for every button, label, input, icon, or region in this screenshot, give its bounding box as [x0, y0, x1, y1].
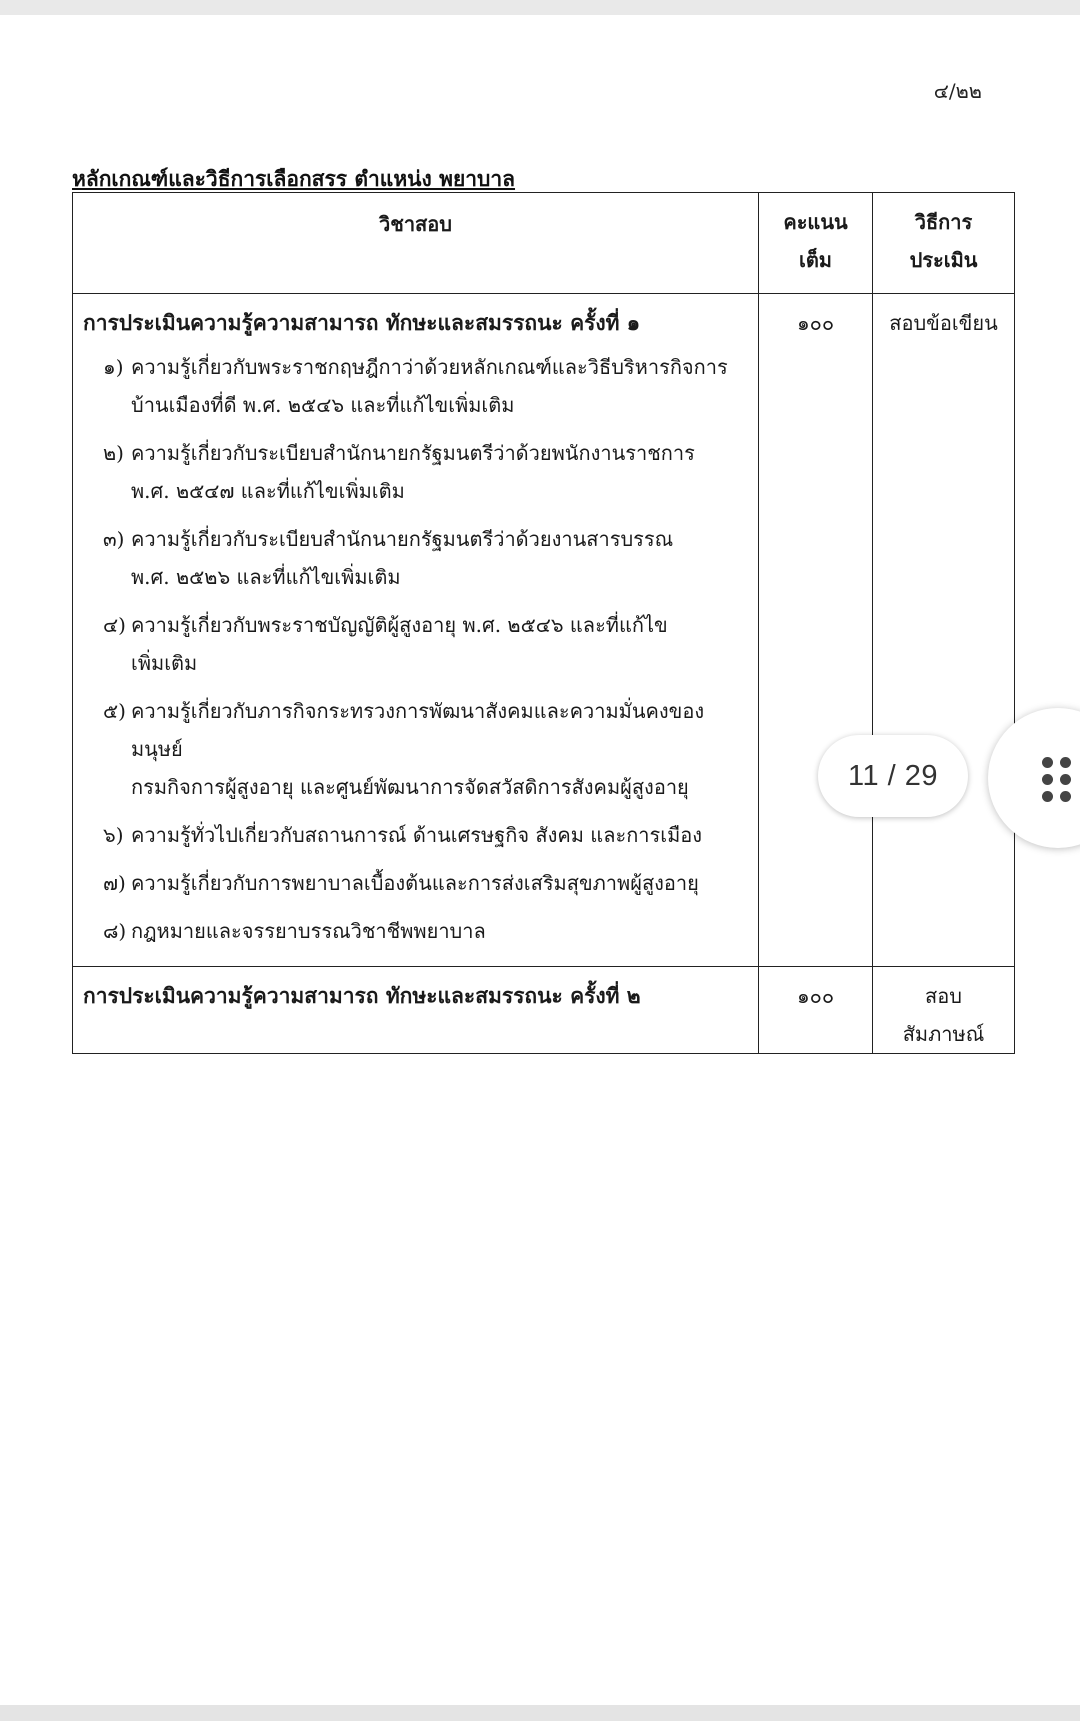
document-title: หลักเกณฑ์และวิธีการเลือกสรร ตำแหน่ง พยาบาล: [72, 166, 516, 191]
exam-criteria-table: [72, 192, 1015, 1054]
item-number: ๕): [103, 699, 126, 723]
item-text-line: บ้านเมืองที่ดี พ.ศ. ๒๕๔๖ และที่แก้ไขเพิ่มเติม: [131, 393, 515, 417]
section1-method: สอบข้อเขียน: [873, 294, 1015, 967]
table-header-row: [73, 193, 1015, 294]
section1-score: ๑๐๐: [759, 294, 873, 967]
item-text-line: ความรู้เกี่ยวกับการพยาบาลเบื้องต้นและการส่งเสริมสุขภาพผู้สูงอายุ: [131, 871, 699, 895]
page-number-label: ๔/๒๒: [933, 79, 982, 103]
header-subject: วิชาสอบ: [73, 193, 759, 294]
page-indicator: 11 / 29: [818, 735, 968, 817]
list-item: [103, 692, 746, 806]
item-number: ๒): [103, 441, 124, 465]
item-text: [131, 348, 746, 424]
header-full-score: [759, 193, 873, 294]
section1-heading: การประเมินความรู้ความสามารถ ทักษะและสมรรถนะ ครั้งที่ ๑: [83, 310, 641, 335]
list-item: [103, 816, 746, 854]
header-method-line1: วิธีการ: [914, 210, 973, 234]
list-item: [103, 864, 746, 902]
item-text: [131, 434, 746, 510]
item-number: ๓): [103, 527, 125, 551]
viewer-bottom-edge: [0, 1705, 1080, 1721]
item-text-line: พ.ศ. ๒๕๔๗ และที่แก้ไขเพิ่มเติม: [131, 479, 405, 503]
item-text: [131, 912, 746, 950]
section2-method-line1: สอบ: [925, 984, 962, 1008]
list-item: [103, 434, 746, 510]
item-text: [131, 864, 746, 902]
item-text: [131, 816, 746, 854]
item-number: ๖): [103, 823, 124, 847]
section2-score: ๑๐๐: [759, 967, 873, 1054]
section2-method: [873, 967, 1015, 1054]
item-text-line: ความรู้เกี่ยวกับพระราชกฤษฎีกาว่าด้วยหลักเกณฑ์และวิธีบริหารกิจการ: [131, 355, 728, 379]
section1-subject-cell: [73, 294, 759, 967]
header-score-line1: คะแนน: [783, 210, 848, 234]
item-text-line: กฎหมายและจรรยาบรรณวิชาชีพพยาบาล: [131, 919, 486, 943]
list-item: [103, 348, 746, 424]
item-number: ๘): [103, 919, 127, 943]
item-text: [131, 520, 746, 596]
list-item: [103, 912, 746, 950]
section1-item-list: [83, 348, 746, 950]
item-text-line: กรมกิจการผู้สูงอายุ และศูนย์พัฒนาการจัดสวัสดิการสังคมผู้สูงอายุ: [131, 775, 689, 799]
grid-dots-icon: [1042, 757, 1080, 803]
item-number: ๑): [103, 355, 124, 379]
section2-heading: การประเมินความรู้ความสามารถ ทักษะและสมรรถนะ ครั้งที่ ๒: [83, 983, 641, 1008]
list-item: [103, 520, 746, 596]
item-text-line: ความรู้เกี่ยวกับภารกิจกระทรวงการพัฒนาสังคมและความมั่นคงของ: [131, 699, 705, 723]
item-text-line: ความรู้เกี่ยวกับพระราชบัญญัติผู้สูงอายุ พ.ศ. ๒๕๔๖ และที่แก้ไข: [131, 613, 668, 637]
header-score-line2: เต็ม: [798, 248, 832, 272]
item-number: ๔): [103, 613, 126, 637]
item-text: [131, 606, 746, 682]
table-row: [73, 967, 1015, 1054]
item-text-line: พ.ศ. ๒๕๒๖ และที่แก้ไขเพิ่มเติม: [131, 565, 401, 589]
item-number: ๗): [103, 871, 126, 895]
section2-subject-cell: [73, 967, 759, 1054]
section2-method-line2: สัมภาษณ์: [902, 1022, 985, 1046]
item-text-line: ความรู้ทั่วไปเกี่ยวกับสถานการณ์ ด้านเศรษฐกิจ สังคม และการเมือง: [131, 823, 703, 847]
item-text-line: ความรู้เกี่ยวกับระเบียบสำนักนายกรัฐมนตรีว่าด้วยพนักงานราชการ: [131, 441, 695, 465]
list-item: [103, 606, 746, 682]
item-text: [131, 692, 746, 806]
item-text-line: เพิ่มเติม: [131, 651, 198, 675]
header-method: [873, 193, 1015, 294]
table-row: [73, 294, 1015, 967]
item-text-line: มนุษย์: [131, 737, 183, 761]
item-text-line: ความรู้เกี่ยวกับระเบียบสำนักนายกรัฐมนตรีว่าด้วยงานสารบรรณ: [131, 527, 674, 551]
header-method-line2: ประเมิน: [909, 248, 978, 272]
